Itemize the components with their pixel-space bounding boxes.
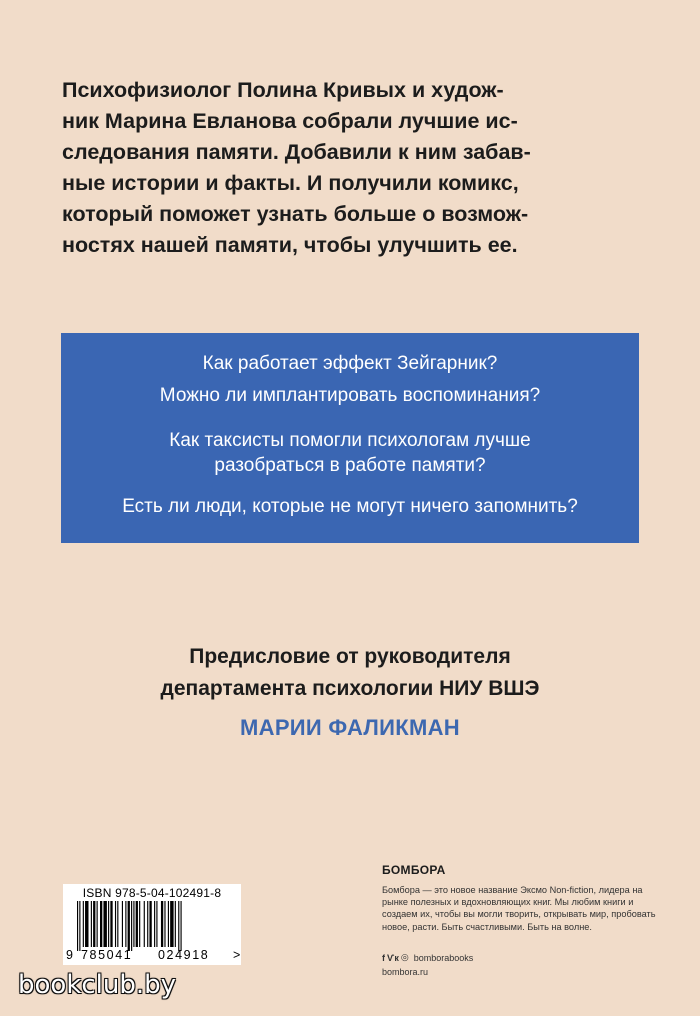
- preface-line-1: Предисловие от руководителя: [189, 645, 511, 668]
- barcode-bar: [93, 901, 95, 947]
- barcode-bar: [178, 901, 179, 951]
- barcode-bar: [117, 901, 118, 947]
- barcode-bar: [125, 901, 126, 947]
- preface-line-2: департамента психологии НИУ ВШЭ: [160, 677, 540, 700]
- isbn-label: ISBN 978-5-04-102491-8: [82, 886, 222, 900]
- question-item: Как таксисты помогли психологам лучше: [169, 430, 531, 451]
- barcode-bar: [110, 901, 112, 947]
- barcode-bar: [100, 901, 102, 947]
- barcode-bar: [154, 901, 155, 947]
- intro-line: следования памяти. Добавили к ним забав-: [62, 140, 531, 164]
- barcode-bar: [136, 901, 138, 947]
- barcode-bars: [77, 901, 229, 951]
- intro-line: ник Марина Евланова собрали лучшие ис-: [62, 109, 518, 133]
- isbn-barcode: [63, 884, 241, 965]
- barcode-bar: [77, 901, 78, 951]
- publisher-site: bombora.ru: [382, 967, 429, 977]
- barcode-digit-group-2: 024918: [158, 948, 210, 962]
- facebook-icon: f: [382, 952, 385, 963]
- instagram-icon: ◎: [400, 952, 409, 962]
- barcode-bar: [144, 901, 145, 947]
- watermark: bookclub.by: [18, 970, 177, 1000]
- barcode-bar: [85, 901, 88, 947]
- publisher-logo: БОМБОРА: [382, 863, 446, 877]
- intro-paragraph: [62, 75, 642, 261]
- barcode-bar: [97, 901, 98, 947]
- barcode-bar: [170, 901, 173, 947]
- preface-heading: [0, 641, 700, 705]
- barcode-bar: [175, 901, 176, 947]
- intro-line: Психофизиолог Полина Кривых и худож-: [62, 78, 504, 102]
- publisher-description: Бомбора — это новое название Эксмо Non-fiction, лидера на рынке полезных и вдохновляющих книг. Мы любим книги и создаем их, чтобы вы могли творить, открывать мир, пробовать новое, расти. Быть счастливыми. Быть на волне.: [382, 885, 656, 932]
- question-item: разобраться в работе памяти?: [214, 455, 486, 476]
- barcode-bar: [103, 901, 106, 947]
- question-item: Как работает эффект Зейгарник?: [202, 353, 498, 374]
- barcode-bar: [139, 901, 140, 947]
- barcode-bar: [164, 901, 165, 947]
- preface-author: МАРИИ ФАЛИКМАН: [240, 715, 460, 740]
- questions-panel: [61, 333, 639, 543]
- barcode-bar: [91, 901, 92, 947]
- barcode-bar: [115, 901, 116, 947]
- social-handle: bomborabooks: [413, 952, 474, 963]
- barcode-bar: [133, 901, 134, 947]
- intro-line: ные истории и факты. И получили комикс,: [62, 171, 519, 195]
- barcode-bar: [128, 901, 130, 951]
- barcode-bar: [181, 901, 182, 951]
- barcode-bar: [147, 901, 148, 947]
- intro-line: который поможет узнать больше о возмож-: [62, 202, 529, 226]
- intro-line: ностях нашей памяти, чтобы улучшить ее.: [62, 233, 518, 257]
- barcode-bar: [168, 901, 169, 947]
- barcode-digit-group-1: 785041: [81, 948, 133, 962]
- publisher-social: [382, 952, 473, 963]
- vk-icon: Ѵк: [387, 952, 399, 963]
- barcode-bar: [108, 901, 109, 947]
- question-item: Есть ли люди, которые не могут ничего запомнить?: [122, 496, 578, 517]
- barcode-digit-lead: 9: [66, 948, 73, 962]
- question-item: Можно ли имплантировать воспоминания?: [159, 385, 541, 406]
- barcode-bar: [156, 901, 157, 947]
- barcode-bar: [149, 901, 151, 947]
- barcode-digit-tail: >: [233, 948, 241, 962]
- barcode-bar: [83, 901, 84, 947]
- barcode-bar: [122, 901, 123, 947]
- barcode-bar: [79, 901, 80, 951]
- barcode-bar: [131, 901, 132, 951]
- barcode-bar: [161, 901, 163, 947]
